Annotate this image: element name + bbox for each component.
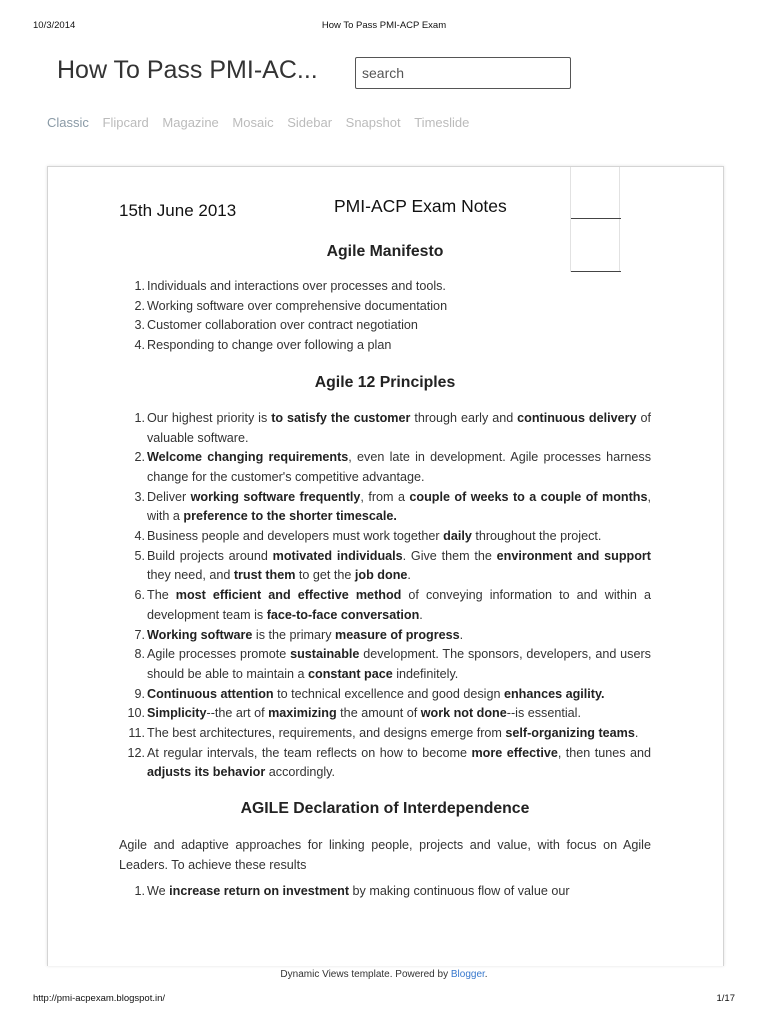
- view-tab-snapshot[interactable]: Snapshot: [345, 115, 401, 130]
- list-item-number: 12.: [127, 745, 145, 760]
- bold-text: Continuous attention: [147, 686, 274, 701]
- bold-text: job done: [354, 568, 408, 583]
- item-text: Deliver: [147, 489, 191, 504]
- item-text: The best architectures, requirements, and designs emerge from: [147, 726, 506, 741]
- list-item: [119, 316, 651, 336]
- item-text: Agile processes promote: [147, 647, 291, 662]
- list-item: [119, 744, 651, 783]
- item-text: they need, and: [147, 568, 234, 583]
- footer-suffix: .: [484, 969, 488, 980]
- item-text: of conveying information to and within a development team is: [147, 588, 651, 622]
- section-heading-principles: Agile 12 Principles: [314, 373, 456, 391]
- item-text: through early and: [410, 410, 518, 425]
- bold-text: daily: [443, 529, 472, 544]
- item-text: development. The sponsors, developers, and users should be able to maintain a: [147, 647, 651, 681]
- bold-text: work not done: [420, 706, 507, 721]
- item-text: Individuals and interactions over processes and tools.: [147, 279, 446, 293]
- print-url: http://pmi-acpexam.blogspot.in/: [33, 993, 166, 1004]
- bold-text: Simplicity: [147, 706, 207, 721]
- footer-text: Dynamic Views template. Powered by: [280, 969, 451, 980]
- view-tab-magazine[interactable]: Magazine: [162, 115, 219, 130]
- list-item-number: 4.: [134, 529, 145, 544]
- list-item-number: 2.: [134, 450, 145, 465]
- bold-text: environment and support: [496, 548, 651, 563]
- list-item-number: 2.: [134, 298, 145, 313]
- list-item: [119, 488, 651, 527]
- item-text: indefinitely.: [392, 666, 459, 681]
- list-item-number: 1.: [134, 883, 145, 898]
- blog-title[interactable]: How To Pass PMI-AC...: [57, 56, 318, 84]
- search-input[interactable]: [356, 58, 570, 88]
- bold-text: increase return on investment: [169, 883, 350, 898]
- view-tabs: [47, 115, 479, 130]
- section-heading-manifesto: Agile Manifesto: [326, 243, 444, 260]
- list-item-number: 6.: [134, 588, 145, 603]
- item-text: .: [634, 726, 639, 741]
- item-text: , from a: [360, 489, 410, 504]
- print-page-number: 1/17: [716, 993, 735, 1004]
- list-item: [119, 586, 651, 625]
- print-footer: [0, 993, 768, 1007]
- bold-text: more effective: [471, 745, 558, 760]
- bold-text: measure of progress: [335, 627, 460, 642]
- item-text: --the art of: [206, 706, 269, 721]
- item-text: throughout the project.: [471, 529, 602, 544]
- bold-text: motivated individuals: [272, 548, 403, 563]
- bold-text: self-organizing teams: [505, 726, 635, 741]
- list-item: [119, 277, 651, 297]
- list-item-number: 7.: [134, 627, 145, 642]
- list-item-number: 5.: [134, 548, 145, 563]
- view-tab-classic[interactable]: Classic: [47, 115, 89, 130]
- item-text: The: [147, 588, 176, 603]
- item-text: Customer collaboration over contract negotiation: [147, 318, 418, 333]
- bold-text: face-to-face conversation: [266, 607, 420, 622]
- bold-text: enhances agility.: [503, 686, 605, 701]
- list-item: [119, 704, 651, 724]
- list-item: [119, 724, 651, 744]
- post-title[interactable]: PMI-ACP Exam Notes: [334, 196, 507, 216]
- bold-text: constant pace: [308, 666, 393, 681]
- list-item: [119, 882, 651, 902]
- bold-text: continuous delivery: [517, 410, 637, 425]
- item-text: the amount of: [336, 706, 421, 721]
- bold-text: preference to the shorter timescale.: [183, 509, 397, 524]
- item-text: , even late in development. Agile processes harness change for the customer's competitive advantage.: [147, 450, 651, 484]
- list-item-number: 3.: [134, 489, 145, 504]
- manifesto-list: [119, 277, 651, 356]
- bold-text: to satisfy the customer: [271, 410, 411, 425]
- item-text: .: [419, 607, 423, 622]
- post-date: 15th June 2013: [119, 201, 237, 220]
- view-tab-flipcard[interactable]: Flipcard: [102, 115, 149, 130]
- declaration-list: [119, 882, 651, 902]
- bold-text: maximizing: [268, 706, 337, 721]
- list-item-number: 11.: [128, 726, 145, 741]
- list-item-number: 1.: [134, 279, 145, 293]
- declaration-intro: Agile and adaptive approaches for linking people, projects and value, with focus on Agile Leaders. To achieve these results: [119, 838, 651, 872]
- item-text: Responding to change over following a plan: [147, 338, 392, 353]
- item-text: of valuable software.: [147, 410, 651, 445]
- list-item-number: 3.: [134, 318, 145, 333]
- principles-list: [119, 409, 651, 783]
- item-text: .: [407, 568, 411, 583]
- item-text: by making continuous flow of value our: [349, 883, 570, 898]
- section-heading-declaration: AGILE Declaration of Interdependence: [240, 800, 530, 818]
- item-text: , then tunes and: [557, 745, 651, 760]
- search-box[interactable]: [355, 57, 571, 89]
- item-text: to get the: [295, 568, 355, 583]
- bold-text: adjusts its behavior: [147, 765, 266, 780]
- side-tab-divider: [571, 218, 621, 219]
- list-item: [119, 409, 651, 448]
- print-date: 10/3/2014: [33, 20, 76, 31]
- list-item: [119, 626, 651, 646]
- list-item: [119, 297, 651, 317]
- post-body: [119, 242, 651, 901]
- item-text: We: [147, 883, 170, 898]
- bold-text: most efficient and effective method: [175, 588, 402, 603]
- list-item: [119, 645, 651, 684]
- bold-text: trust them: [233, 568, 296, 583]
- bold-text: sustainable: [290, 647, 360, 662]
- view-tab-mosaic[interactable]: Mosaic: [232, 115, 274, 130]
- item-text: At regular intervals, the team reflects on how to become: [147, 745, 472, 760]
- print-header: [0, 20, 768, 34]
- post-card: [47, 166, 724, 966]
- list-item-number: 10.: [127, 706, 145, 721]
- item-text: Our highest priority is: [147, 410, 272, 425]
- item-text: --is essential.: [506, 706, 581, 721]
- print-page-title: How To Pass PMI-ACP Exam: [321, 20, 447, 31]
- bold-text: couple of weeks to a couple of months: [409, 489, 648, 504]
- item-text: .: [459, 627, 464, 642]
- view-tab-sidebar[interactable]: Sidebar: [287, 115, 333, 130]
- list-item-number: 4.: [134, 338, 145, 353]
- bold-text: Working software: [147, 627, 253, 642]
- item-text: Business people and developers must work together: [147, 529, 444, 544]
- list-item: [119, 547, 651, 586]
- item-text: Build projects around: [147, 548, 273, 563]
- item-text: , with a: [147, 489, 651, 524]
- bold-text: working software frequently: [190, 489, 361, 504]
- list-item: [119, 685, 651, 705]
- item-text: to technical excellence and good design: [273, 686, 504, 701]
- item-text: . Give them the: [402, 548, 497, 563]
- blogger-link[interactable]: Blogger: [450, 969, 485, 980]
- item-text: is the primary: [252, 627, 336, 642]
- list-item-number: 1.: [134, 410, 145, 425]
- list-item-number: 9.: [134, 686, 145, 701]
- list-item: [119, 527, 651, 547]
- item-text: Working software over comprehensive documentation: [147, 298, 448, 313]
- list-item: [119, 336, 651, 356]
- view-tab-timeslide[interactable]: Timeslide: [414, 115, 470, 130]
- list-item-number: 8.: [134, 647, 145, 662]
- list-item: [119, 448, 651, 487]
- bold-text: Welcome changing requirements: [147, 450, 349, 465]
- item-text: accordingly.: [265, 765, 336, 780]
- footer-note: [0, 969, 768, 980]
